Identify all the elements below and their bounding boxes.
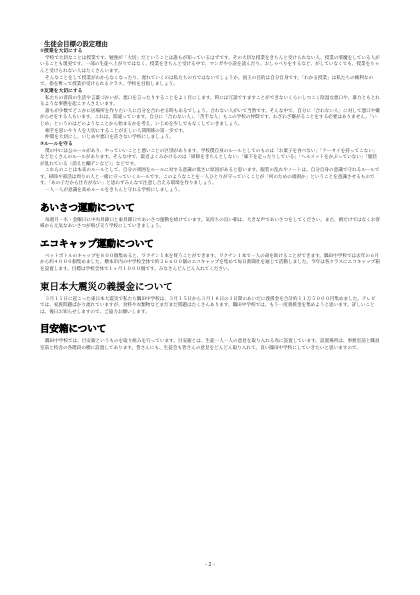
goal1-title: ①授業を大切にする [40, 49, 83, 54]
section-title-meyasu: 目安箱について [40, 324, 107, 336]
goal3-para2: これらのことは本来のルールとして、自分の周囲をルールに対する意識の低さに原因があると思います。服装の乱れやノートは、自分自身の意識で守れるルールです。掃除や部活は周りの人と一緒に守っていくルールです。このようなことを一人ひとりが守っていくことが「何のための規則か」ということを意識させるものです。「あの子だから仕方がない」と思わずみんなで注意し合える環境を作りましょう。 [40, 168, 380, 187]
page-content [40, 40, 380, 353]
goal3-para1: 僕の中には公ルールがあり、やっていいことと悪いことの区別があります。学校僕自身のルールとしてのものは「お菓子を食べない」「ケータイを持ってこない」などたくさんのルールがあります。そんな中で、最近よくみかけるのは「掃除をきちんとしない」「廊下を走ったりしている」「ヘルメットをかぶっていない」「服装が乱れている（消えた欄デンなど）」などです。 [40, 148, 378, 167]
goal2-para3: 相手を思いやり人を大切にすることが正しい人間関係の第一歩です。 [45, 128, 188, 134]
goal2-para4: 仲間を大切にし、いじめや悪口を許さない学校にしましょう。 [45, 135, 174, 141]
goal1-para2: そんなことをして授業がわからなくなったり、遅れていくのは私たちの方ではないでしょうか。国王の目的は自分自身です。「わかる授業」は私たちの権利なので、指を奪って授業が受けられるクラス、学校を目指しましょう。 [40, 75, 374, 88]
goal3-para3: 一人一人が意識を高めルールをきちんと守れる学校にしましょう。 [45, 188, 183, 194]
page-heading: 生徒会目標の設定理由 [44, 40, 108, 48]
goal3-title: ③ルールを守る [40, 141, 73, 147]
goal1-para1: 学校で大切なことは授業です。勉強が「大切」だということは誰もが知っているはずです。その大切な授業をきちんと受けられない人、授業の邪魔をしている人がいることも現実です。一部の生徒へ上がりではなく、授業をきちんと受ける中で、マンガや小説を読んだり、おしゃべりをするなど、がしていなくても、授業をちゃんと受けられない人はたくさんいます。 [40, 55, 380, 74]
section-body-ecocap: ペットボトルのキャップを８００個集めると、ワクチン１本を買うことができます。ワクチン１本で一人の命を助けることができます。隅田中学校では去年の６月から約４０００個集めました。横本市内の中学校全体で約２６６００個のエコキャップを集めて毎日新聞社を通じて活動しました。今年は各クラスにエコキャップ箱を設置します。目標は学校全体で１ヶ月１０００個です。みなさんどんどん入れてください。 [40, 253, 380, 273]
page-number: - 2 - [205, 562, 215, 568]
goal2-title: ②友達を大切にする [40, 88, 83, 94]
section-body-meyasu: 隅田中学校では、目安箱というものを取り組みを行っています。目安箱とは、生徒一人一人の意見を取り入れる為に設置しています。設置場所は、事務室前と職員室前と校舎の各階段の横に設置してあります。皆さんにも、生徒会も皆さんの意見をどんどん取り入れて、良い隅田中学校にしていきたいと思いますので、 [40, 339, 380, 352]
goal2-para2: 誰もが少数でどこかに居場所を作りたい人に自分を合わせる時もあるでしょう。合わない人がいて当然です。そんな中で、自分に「合わない人」に対して悪口や嫌がらせをする人もいます。これは、間違っています。自分に「合わない人」、「苦手な人」もこの学校の仲間です。わざわざ嫌がることをする必要はありません。「いじめ」というのはどのようなことから始まるかを考え、いじめを少しでもなくしていきましょう。 [40, 108, 380, 127]
goal2-para1: 私たちの普段の生活や言葉づかいが、悪口を言ったりすることをよく目にします。時には冗談ですますことができないくらいしつこく陰湿な悪口や、暴力ともとれるような事態を起こす人さえいます。 [40, 95, 380, 108]
section-title-bokin: 東日本大震災の義援金について [40, 281, 173, 293]
section-body-aisatsu: 毎週月・水・金曜日に中央昇降口と東昇降口であいさつ運動を続けています。気持ちの良い朝は、大きな声であいさつをしてください。また、朝だけではなくお客様から元気なあいさつが飛び交う学校にしていきましょう。 [40, 217, 380, 230]
section-title-aisatsu: あいさつ運動について [40, 202, 135, 214]
section-title-ecocap: エコキャップ運動について [40, 238, 154, 250]
section-body-bokin: ３月１１日に起こった東日本大震災で私たち隅田中学校は、３月１５日から３月１８日の３日間のあいだに義援金を合計約１１万５０００円集めました。テレビでは、家族問題ばかり流れていますが、食料や衣類物などまだまだ問題はたくさんあります。隅田中学校では、もう一度義援金を集めようと思います。詳しいことは、後日お知らせしますので、ご協力お願いします。 [40, 296, 376, 315]
